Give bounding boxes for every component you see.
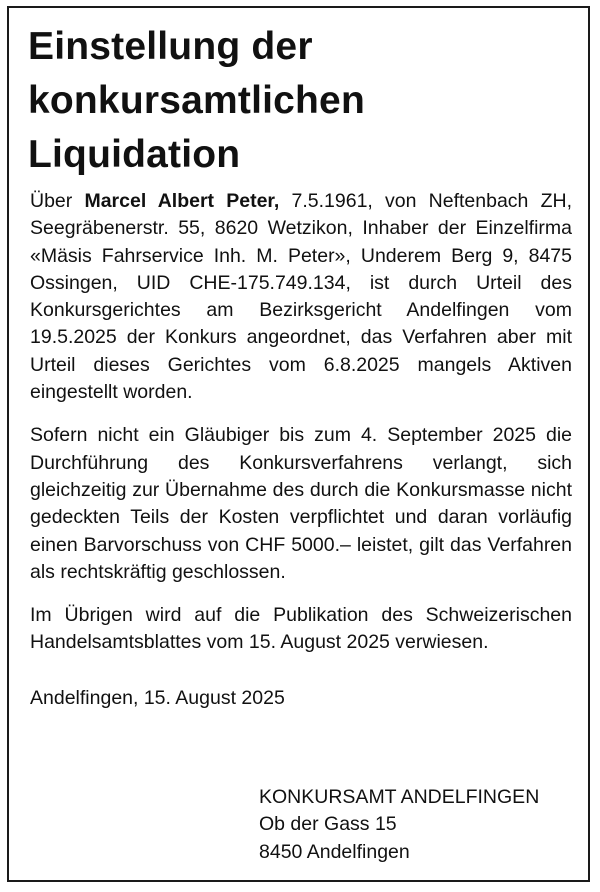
paragraph-creditor-deadline: Sofern nicht ein Gläubiger bis zum 4. September 2025 die Durchführung des Konkursverfahrens verlangt, sich gleichzeitig zur Übernahme des durch die Konkursmasse nicht gedeckten Teils der Kosten verpflichtet und daran vorläufig einen Barvorschuss von CHF 5000.– leistet, gilt das Verfahren als rechtskräftig geschlossen. [30,424,572,583]
paragraph-publication-reference: Im Übrigen wird auf die Publikation des Schweizerischen Handelsamtsblattes vom 15. August 2025 verwiesen. [30,604,572,654]
notice-title [28,20,568,182]
title-line-2: konkursamtlichen [28,79,365,122]
debtor-name: Marcel Albert Peter, [84,190,280,212]
signature-office: KONKURSAMT ANDELFINGEN [259,786,540,808]
title-line-1: Einstellung der [28,25,313,68]
paragraph-debtor-details [30,188,572,406]
paragraph-debtor-text: 7.5.1961, von Neftenbach ZH, Seegräbenerstr. 55, 8620 Wetzikon, Inhaber der Einzelfirma «Mäsis Fahrservice Inh. M. Peter», Underem Berg 9, 8475 Ossingen, UID CHE-175.749.134, ist durch Urteil des Konkursgerichtes am Bezirksgericht Andelfingen vom 19.5.2025 der Konkurs angeordnet, das Verfahren aber mit Urteil dieses Gerichtes vom 6.8.2025 mangels Aktiven eingestellt worden. [30,190,572,404]
notice-body [30,188,572,712]
place-date: Andelfingen, 15. August 2025 [30,686,285,709]
signature-block [259,784,539,866]
signature-street: Ob der Gass 15 [259,813,397,836]
title-line-3: Liquidation [28,133,241,176]
signature-city: 8450 Andelfingen [259,840,410,863]
paragraph-prefix: Über [30,190,85,212]
